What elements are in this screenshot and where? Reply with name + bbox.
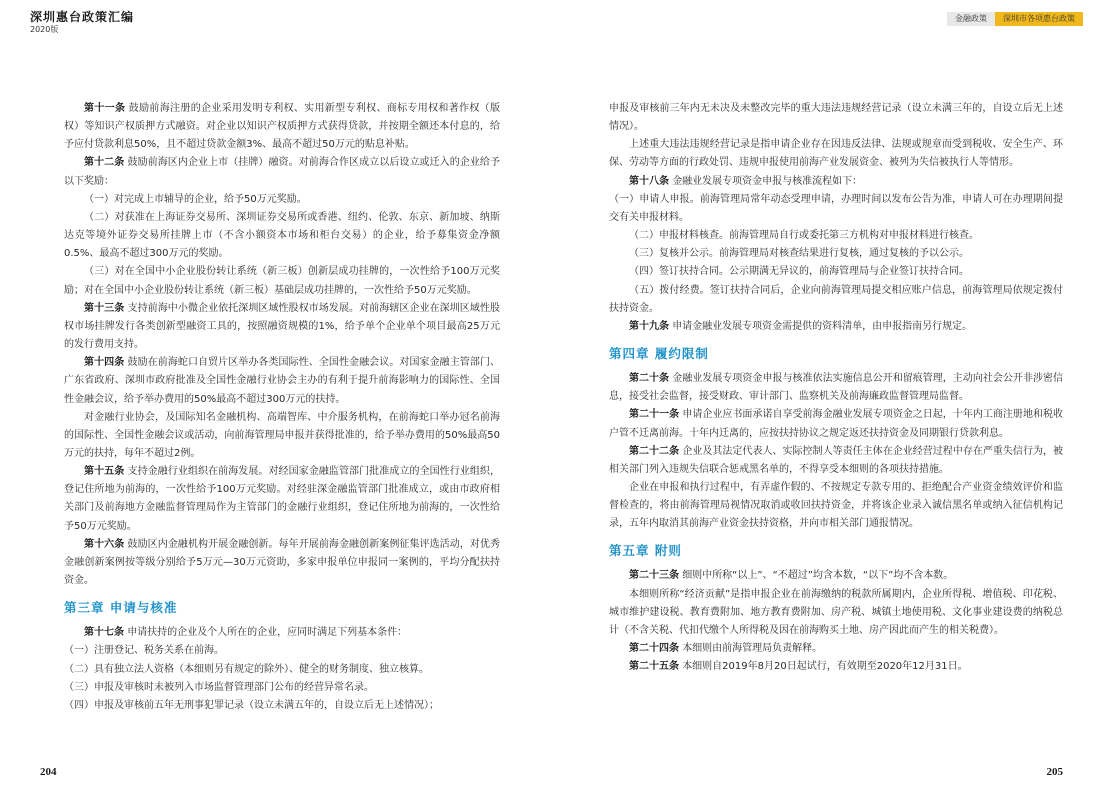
- paragraph-text: 鼓励前海注册的企业采用发明专利权、实用新型专利权、商标专用权和著作权（版权）等知识产权质押方式融资。对企业以知识产权质押方式获得贷款，并按期全额还本付息的，给予应付贷款利息50%，且不超过贷款金额3%、最高不超过50万元的贴息补贴。: [64, 103, 500, 151]
- article-number: 第十五条: [84, 466, 125, 478]
- right-column: [609, 100, 1063, 676]
- paragraph: （四）签订扶持合同。公示期满无异议的，前海管理局与企业签订扶持合同。: [629, 266, 969, 278]
- paragraph: [609, 173, 1063, 191]
- paragraph: [64, 624, 500, 642]
- paragraph: 申报及审核前三年内无未决及未整改完毕的重大违法违规经营记录（设立未满三年的，自设立后无上述情况）。: [609, 103, 1063, 133]
- paragraph: （二）具有独立法人资格（本细则另有规定的除外）、健全的财务制度、独立核算。: [64, 663, 429, 675]
- section-tabs: [947, 12, 1083, 26]
- paragraph-text: 支持金融行业组织在前海发展。对经国家金融监管部门批准成立的全国性行业组织，登记住所地为前海的，一次性给予100万元奖励。对经驻深金融监管部门批准成立，或由市政府相关部门及前海地方金融监督管理局作为主管部门的金融行业组织，登记住所地为前海的，一次性给予50万元奖励。: [64, 466, 501, 532]
- paragraph-text: 本细则由前海管理局负责解释。: [682, 643, 823, 655]
- paragraph-text: 细则中所称“以上”、“不超过”均含本数，“以下”均不含本数。: [682, 570, 954, 582]
- paragraph: [64, 354, 500, 408]
- page-number-left: 204: [40, 766, 57, 778]
- article-number: 第十八条: [629, 175, 669, 187]
- chapter-heading: 第五章 附则: [609, 543, 682, 559]
- book-edition: 2020版: [30, 25, 59, 34]
- article-number: 第二十四条: [629, 643, 679, 655]
- tab-finance-policy: 金融政策: [947, 12, 995, 26]
- paragraph: [609, 658, 1063, 676]
- paragraph: [609, 567, 1063, 585]
- paragraph: （一）申请人申报。前海管理局常年动态受理申请，办理时间以发布公告为准，申请人可在办理期间提交有关申报材料。: [609, 193, 1063, 223]
- article-number: 第十一条: [84, 103, 126, 114]
- paragraph: [64, 154, 500, 190]
- paragraph: 企业在申报和执行过程中，有弄虚作假的、不按规定专款专用的、拒绝配合产业资金绩效评价和监督检查的，将由前海管理局视情况取消或收回扶持资金，并将该企业录入诚信黑名单或纳入征信机构记录，五年内取消其前海产业资金扶持资格，并向市相关部门通报情况。: [609, 481, 1063, 530]
- paragraph: 上述重大违法违规经营记录是指申请企业存在因违反法律、法规或规章而受到税收、安全生产、环保、劳动等方面的行政处罚、违规申报使用前海产业发展资金、被列为失信被执行人等情形。: [609, 139, 1063, 169]
- article-number: 第十六条: [84, 538, 125, 550]
- paragraph: （二）申报材料核查。前海管理局自行或委托第三方机构对申报材料进行核查。: [629, 230, 979, 242]
- paragraph: [609, 406, 1063, 442]
- paragraph-text: 申请扶持的企业及个人所在的企业，应同时满足下列基本条件：: [127, 627, 408, 639]
- article-number: 第十七条: [84, 627, 124, 639]
- paragraph: [609, 318, 1063, 336]
- paragraph-text: 申请金融业发展专项资金需提供的资料清单，由申报指南另行规定。: [672, 320, 973, 332]
- paragraph-text: 支持前海中小微企业依托深圳区域性股权市场发展。对前海辖区企业在深圳区域性股权市场挂牌发行各类创新型融资工具的，按照融资规模的1%，给予单个企业单个项目最高25万元的发行费用支持。: [64, 302, 501, 351]
- paragraph: （五）拨付经费。签订扶持合同后，企业向前海管理局提交相应账户信息，前海管理局依规定拨付扶持资金。: [609, 284, 1063, 314]
- paragraph: [64, 536, 500, 590]
- paragraph: （一）对完成上市辅导的企业，给予50万元奖励。: [84, 193, 307, 205]
- paragraph-text: 申请企业应书面承诺自享受前海金融业发展专项资金之日起，十年内工商注册地和税收户管不迁离前海。十年内迁离的，应按扶持协议之规定返还扶持资金及同期银行贷款利息。: [609, 409, 1064, 439]
- paragraph: （二）对获准在上海证券交易所、深圳证券交易所或香港、纽约、伦敦、东京、新加坡、纳斯达克等境外证券交易所挂牌上市（不含小额资本市场和柜台交易）的企业，给予募集资金净额0.5%、最高不超过300万元的奖励。: [64, 211, 500, 260]
- paragraph: [609, 640, 1063, 658]
- article-number: 第二十三条: [629, 570, 679, 582]
- paragraph: [609, 370, 1063, 406]
- page-number-right: 205: [1046, 766, 1063, 778]
- article-number: 第二十五条: [629, 661, 679, 673]
- paragraph: （三）对在全国中小企业股份转让系统（新三板）创新层成功挂牌的，一次性给予100万元奖励；对在全国中小企业股份转让系统（新三板）基础层成功挂牌的，一次性给予50万元奖励。: [64, 266, 500, 296]
- paragraph-text: 金融业发展专项资金申报与核准依法实施信息公开和留痕管理，主动向社会公开非涉密信息，接受社会监督，接受财政、审计部门、监察机关及前海廉政监督管理局监督。: [609, 373, 1063, 403]
- article-number: 第十三条: [84, 302, 125, 314]
- left-column: [64, 100, 500, 715]
- book-title: 深圳惠台政策汇编: [30, 10, 135, 24]
- paragraph: 对金融行业协会，及国际知名金融机构、高端智库、中介服务机构，在前海蛇口举办冠名前海的国际性、全国性金融会议或活动，向前海管理局申报并获得批准的，给予举办费用的50%最高50万元的扶持，每年不超过2例。: [64, 411, 500, 459]
- paragraph: [64, 300, 500, 354]
- paragraph: [64, 463, 500, 536]
- article-number: 第二十一条: [629, 409, 680, 421]
- paragraph: （三）复核并公示。前海管理局对核查结果进行复核，通过复核的予以公示。: [629, 248, 969, 260]
- article-number: 第十四条: [84, 357, 125, 369]
- paragraph: 本细则所称“经济贡献”是指申报企业在前海缴纳的税款所属期内，企业所得税、增值税、印花税、城市维护建设税、教育费附加、地方教育费附加、房产税、城镇土地使用税、文化事业建设费的纳税总计（不含关税、代扣代缴个人所得税及因在前海购买土地、房产因此而产生的相关税费）。: [609, 588, 1063, 636]
- paragraph-text: 鼓励在前海蛇口自贸片区举办各类国际性、全国性金融会议。对国家金融主管部门、广东省政府、深圳市政府批准及全国性金融行业协会主办的有利于提升前海影响力的国际性、全国性金融会议，给予举办费用的50%最高不超过300万元的扶持。: [64, 357, 501, 405]
- paragraph: （三）申报及审核时未被列入市场监督管理部门公布的经营异常名录。: [64, 681, 374, 693]
- paragraph: （四）申报及审核前五年无刑事犯罪记录（设立未满五年的，自设立后无上述情况）；: [64, 699, 439, 711]
- paragraph-text: 鼓励区内金融机构开展金融创新。每年开展前海金融创新案例征集评选活动，对优秀金融创新案例按等级分别给予5万元—30万元资助，多家申报单位申报同一案例的，平均分配扶持资金。: [64, 538, 501, 587]
- paragraph-text: 鼓励前海区内企业上市（挂牌）融资。对前海合作区成立以后设立或迁入的企业给予以下奖励：: [64, 157, 501, 187]
- chapter-heading: 第四章 履约限制: [609, 346, 709, 362]
- article-number: 第二十二条: [629, 445, 680, 457]
- paragraph-text: 金融业发展专项资金申报与核准流程如下：: [672, 175, 863, 187]
- chapter-heading: 第三章 申请与核准: [64, 600, 178, 616]
- paragraph: [609, 443, 1063, 479]
- paragraph: [64, 100, 500, 154]
- paragraph: （一）注册登记、税务关系在前海。: [64, 645, 224, 657]
- paragraph-text: 本细则自2019年8月20日起试行，有效期至2020年12月31日。: [682, 661, 968, 673]
- paragraph-text: 企业及其法定代表人、实际控制人等责任主体在企业经营过程中存在严重失信行为，被相关部门列入违规失信联合惩戒黑名单的，不得享受本细则的各项扶持措施。: [609, 445, 1064, 475]
- article-number: 第二十条: [629, 373, 670, 385]
- article-number: 第十九条: [629, 320, 669, 332]
- tab-shenzhen-policies: 深圳市各项惠台政策: [995, 12, 1083, 26]
- article-number: 第十二条: [84, 157, 125, 169]
